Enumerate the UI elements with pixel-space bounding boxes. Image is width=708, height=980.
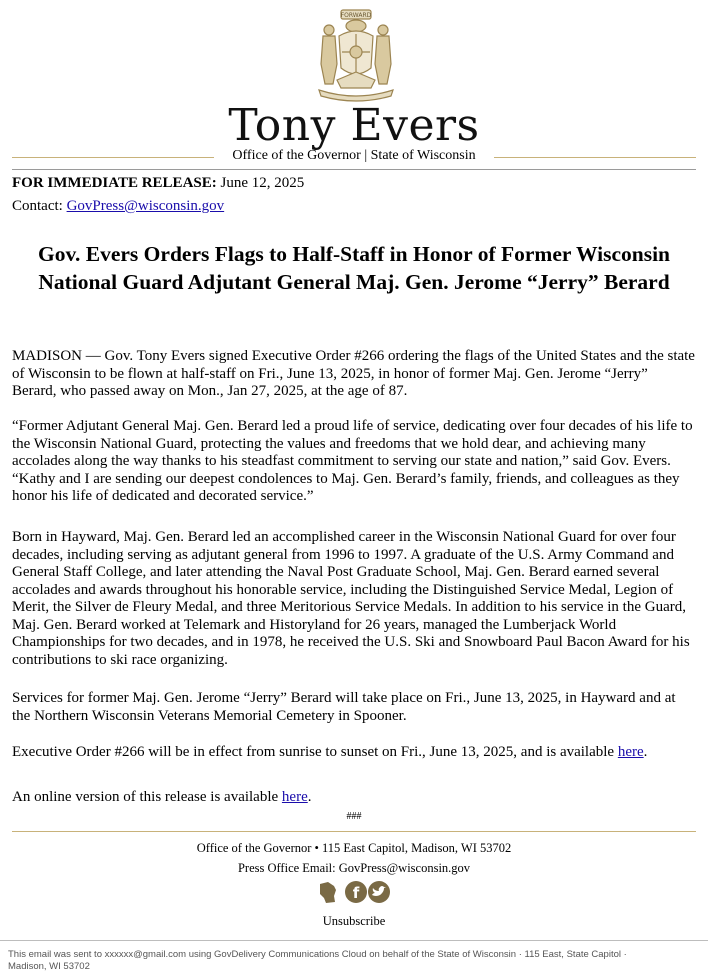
- facebook-icon[interactable]: [345, 881, 367, 903]
- footer-press-email: Press Office Email: GovPress@wisconsin.gov: [237, 861, 471, 875]
- svg-text:f: f: [352, 884, 360, 902]
- release-label: FOR IMMEDIATE RELEASE:: [12, 175, 217, 191]
- contact-line: [12, 198, 696, 216]
- office-subtitle: [0, 147, 708, 165]
- order-period: .: [643, 744, 648, 760]
- office-name: Office of the Governor: [232, 148, 361, 163]
- wisconsin-icon[interactable]: [320, 882, 336, 903]
- state-seal-logo: [311, 6, 401, 104]
- order-link[interactable]: here: [617, 744, 644, 760]
- contact-label: Contact:: [12, 198, 63, 214]
- header-divider: [12, 169, 696, 170]
- release-line: [12, 175, 696, 193]
- svg-text:FORWARD: FORWARD: [340, 12, 372, 19]
- brand-name: Tony Evers: [228, 100, 480, 151]
- social-links: [318, 880, 390, 906]
- headline: Gov. Evers Orders Flags to Half-Staff in Honor of Former Wisconsin National Guard Adjutant General Maj. Gen. Jerome “Jerry” Berard: [37, 242, 671, 294]
- state-name: State of Wisconsin: [370, 148, 476, 163]
- unsubscribe-link[interactable]: Unsubscribe: [322, 914, 386, 928]
- end-mark: ###: [346, 811, 362, 822]
- online-version-link[interactable]: here: [281, 789, 308, 805]
- footer-address: Office of the Governor • 115 East Capitol, Madison, WI 53702: [196, 841, 512, 855]
- disclaimer-divider: [0, 940, 708, 941]
- online-text: An online version of this release is available: [12, 789, 282, 805]
- delivery-disclaimer: This email was sent to xxxxxx@gmail.com using GovDelivery Communications Cloud on behalf of the State of Wisconsin · 115 East, State Capitol · Madison, WI 53702: [8, 949, 627, 972]
- body-paragraph-3: Born in Hayward, Maj. Gen. Berard led an accomplished career in the Wisconsin National Guard for over four decades, including serving as adjutant general from 1996 to 1997. A graduate of the U.S. Army Command and General Staff College, and later attending the Naval Post Graduate School, Maj. Gen. Berard earned several accolades and awards throughout his honorable service, including the Distinguished Service Medal, Legion of Merit, the Silver de Fleury Medal, and three Meritorious Service Medals. In addition to his service in the Guard, Maj. Gen. Berard worked at Telemark and Historyland for 26 years, managed the Lumberjack World Championships for two decades, and in 1978, he received the U.S. Ski and Snowboard Paul Bacon Award for his contributions to ski race organizing.: [12, 529, 690, 668]
- online-version-line: [12, 789, 696, 807]
- twitter-icon[interactable]: [368, 881, 390, 903]
- release-date: June 12, 2025: [220, 175, 305, 191]
- contact-email-link[interactable]: GovPress@wisconsin.gov: [66, 198, 225, 214]
- order-text: Executive Order #266 will be in effect from sunrise to sunset on Fri., June 13, 2025, and is available: [12, 744, 618, 760]
- body-paragraph-1: MADISON — Gov. Tony Evers signed Executive Order #266 ordering the flags of the United States and the state of Wisconsin to be flown at half-staff on Fri., June 13, 2025, in honor of former Maj. Gen. Jerome “Jerry” Berard, who passed away on Mon., Jan 27, 2025, at the age of 87.: [12, 348, 695, 399]
- body-paragraph-2: “Former Adjutant General Maj. Gen. Berard led a proud life of service, dedicating over four decades of his life to the Wisconsin National Guard, protecting the values and freedoms that we hold dear, and achieving many accolades along the way thanks to his steadfast commitment to serving our state and nation,” said Gov. Evers. “Kathy and I are sending our deepest condolences to Maj. Gen. Berard’s family, friends, and colleagues as they honor his life of dedicated and decorated service.”: [12, 418, 693, 504]
- body-paragraph-5: [12, 744, 696, 762]
- footer-divider: [12, 831, 696, 832]
- office-separator: |: [364, 148, 368, 163]
- online-period: .: [307, 789, 312, 805]
- body-paragraph-4: Services for former Maj. Gen. Jerome “Jerry” Berard will take place on Fri., June 13, 2025, in Hayward and at the Northern Wisconsin Veterans Memorial Cemetery in Spooner.: [12, 690, 676, 724]
